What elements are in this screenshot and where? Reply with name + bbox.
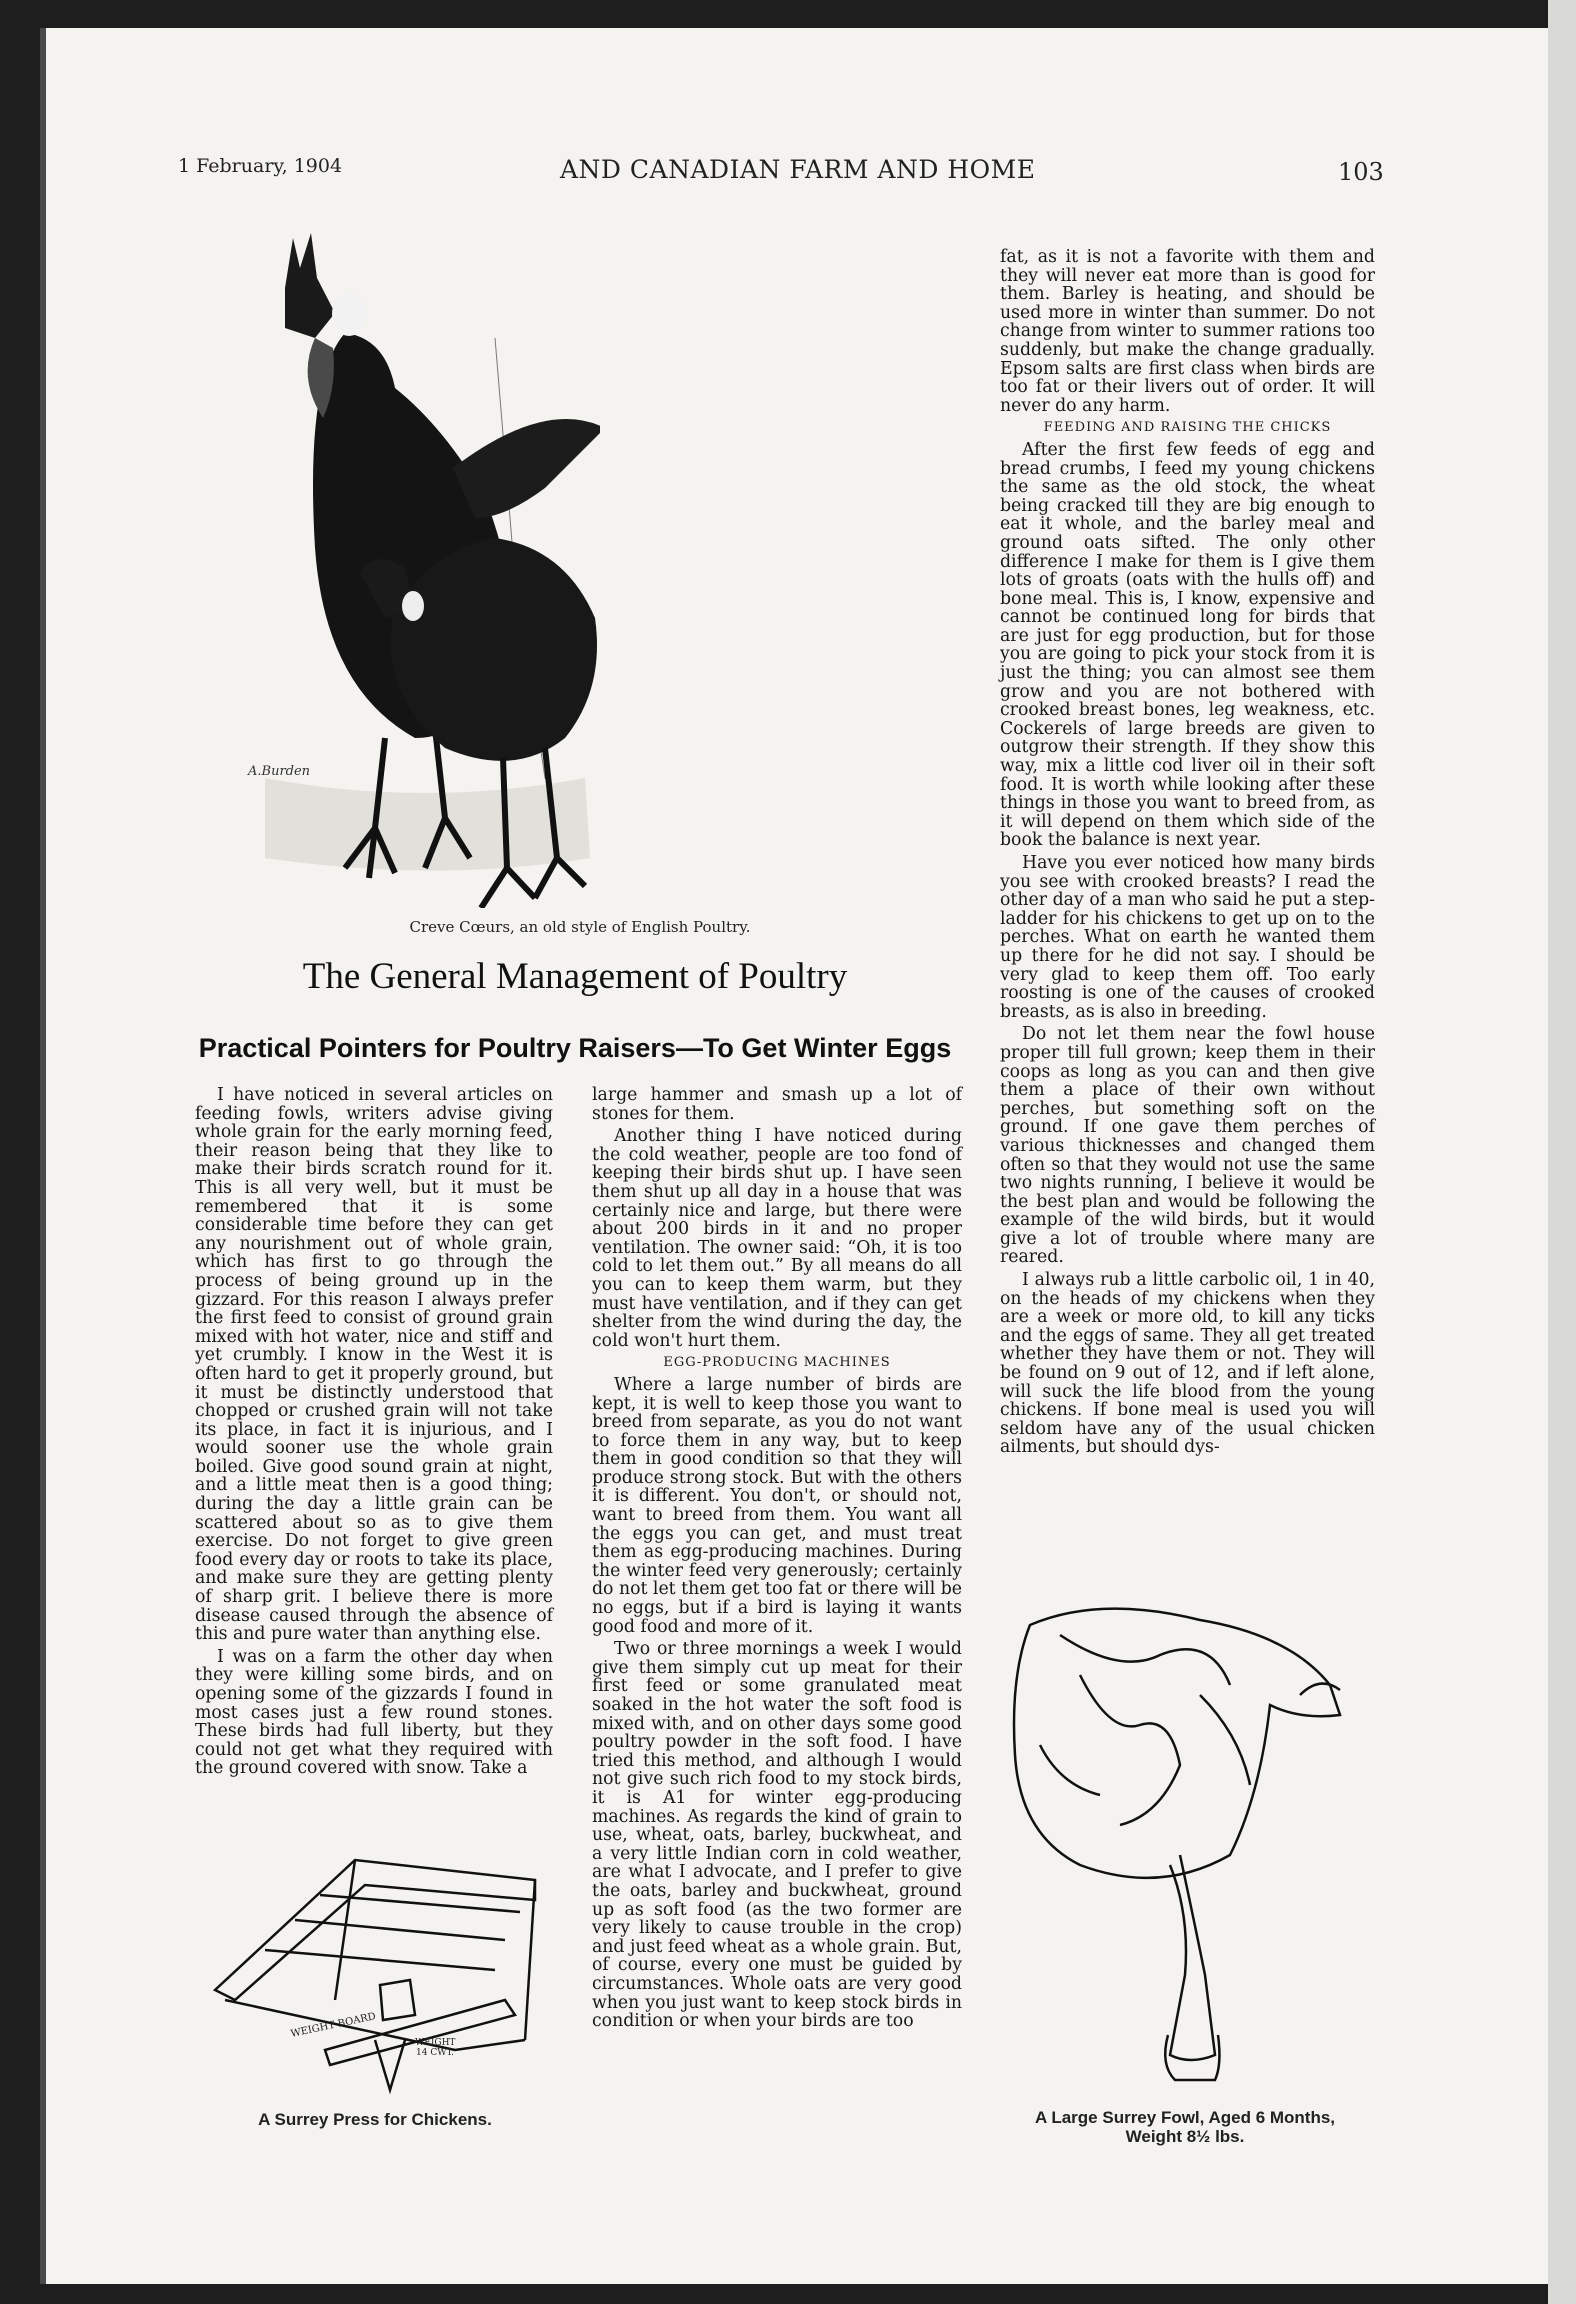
paragraph: I was on a farm the other day when they were killing some birds, and on opening some of the gizzards I found in most cases just a few round stones. These birds had full liberty, but they could not get what they required with the ground covered with snow. Take a <box>195 1646 553 1779</box>
binding-edge <box>40 28 46 2284</box>
surrey-fowl-illustration <box>1000 1595 1375 2085</box>
section-subhead: FEEDING AND RAISING THE CHICKS <box>1043 420 1332 436</box>
paragraph: fat, as it is not a favorite with them and they will never eat more than is good for them. Barley is heating, and should be used more in winter than summer. Do not change from winter to summer rations too suddenly, but make the change gradually. Epsom salts are first class when birds are too fat or their livers out of order. It will never do any harm. <box>1000 247 1375 416</box>
paragraph: After the first few feeds of egg and bread crumbs, I feed my young chickens the same as the old stock, the wheat being cracked till they are big enough to eat it whole, and the barley meal and ground oats sifted. The only other difference I make for them is I give them lots of groats (oats with the hulls off) and bone meal. This is, I know, expensive and cannot be continued long for birds that are just for egg production, but for those you are going to pick your stock from it is just the thing; you can almost see them grow and you are not bothered with crooked breast bones, leg weakness, etc. Cockerels of large breeds are given to outgrow their strength. If they show this way, mix a little cod liver oil in their soft food. It is worth while looking after these things in those you want to breed from, as it will depend on them which side of the book the balance is next year. <box>1000 439 1375 851</box>
article-headline: The General Management of Poultry <box>302 956 848 997</box>
paragraph: Another thing I have noticed during the cold weather, people are too fond of keeping their birds shut up. I have seen them shut up all day in a house that was certainly nice and large, but there were about 200 birds in it and no proper ventilation. The owner said: “Oh, it is too cold to let them out.” By all means do all you can to keep them warm, but they must have ventilation, and if they can get shelter from the wind during the day, the cold won't hurt them. <box>592 1126 962 1351</box>
column-1 <box>195 1086 553 1782</box>
engraver-signature: A.Burden <box>248 764 311 779</box>
fowl-caption-line-2: Weight 8½ lbs. <box>1125 2127 1245 2146</box>
press-label-board: WEIGHT BOARD <box>289 2011 377 2040</box>
column-3-top <box>1000 248 1375 1461</box>
paragraph: I always rub a little carbolic oil, 1 in 40, on the heads of my chickens when they are a week or more old, to kill any ticks and the eggs of same. They all get treated whether they have them or not. They will be found on 9 out of 12, and if left alone, will suck the life blood from the young chickens. If bone meal is used you will seldom have any of the usual chicken ailments, but should dys- <box>1000 1270 1375 1458</box>
fowl-caption-line-1: A Large Surrey Fowl, Aged 6 Months, <box>1034 2108 1336 2127</box>
paragraph: Do not let them near the fowl house proper till full grown; keep them in their coops as long as you can and then give them a place of their own without perches, but something soft on the ground. If one gave them perches of various thicknesses and changed them often so that they would not use the same two nights running, I believe it would be the best plan and would be following the example of the wild birds, but it would give a lot of trouble where many are reared. <box>1000 1024 1375 1268</box>
paragraph: Where a large number of birds are kept, it is well to keep those you want to breed from separate, as you do not want to force them in any way, but to keep them in good condition so that they will produce strong stock. But with the others it is different. You don't, or should not, want to breed from them. You want all the eggs you can get, and must treat them as egg-producing machines. During the winter feed very generously; certainly do not let them get too fat or there will be no eggs, but if a bird is laying it wants good food and more of it. <box>592 1374 963 1637</box>
press-label-weight: WEIGHT 14 CWT. <box>415 2038 456 2058</box>
paragraph: Two or three mornings a week I would give them simply cut up meat for their first feed or some granulated meat soaked in the hot water the soft food is mixed with, and on other days some good poultry powder in the soft food. I have tried this method, and although I would not give such rich food to my stock birds, it is A1 for winter egg-producing machines. As regards the kind of grain to use, wheat, oats, barley, buckwheat, and a very little Indian corn in cold weather, are what I advocate, and I prefer to give the oats, barley and buckwheat, ground up as soft food (as the two former are very likely to cause trouble in the crop) and just feed wheat as a whole grain. But, of course, every one must be guided by circumstances. Whole oats are very good when you just want to keep stock birds in condition or when your birds are too <box>592 1639 962 2032</box>
header-title: AND CANADIAN FARM AND HOME <box>560 155 1036 184</box>
hens-illustration <box>245 218 600 908</box>
hens-caption: Creve Cœurs, an old style of English Poultry. <box>409 918 751 936</box>
page-number: 103 <box>1338 158 1384 186</box>
column-2 <box>592 1086 962 2035</box>
header-date: 1 February, 1904 <box>178 155 343 177</box>
section-subhead: EGG-PRODUCING MACHINES <box>663 1355 891 1371</box>
scan-margin <box>1548 0 1576 2304</box>
surrey-press-illustration <box>205 1800 555 2100</box>
paragraph: large hammer and smash up a lot of stones for them. <box>592 1085 962 1124</box>
article-subheadline: Practical Pointers for Poultry Raisers—To Get Winter Eggs <box>198 1033 952 1063</box>
paragraph: I have noticed in several articles on feeding fowls, writers advise giving whole grain for the early morning feed, their reason being that they like to make their birds scratch round for it. This is all very well, but it must be remembered that it is some considerable time before they can get any nourishment out of whole grain, which has first to go through the process of being ground up in the gizzard. For this reason I always prefer the first feed to consist of ground grain mixed with hot water, nice and stiff and yet crumbly. I know in the West it is often hard to get it properly ground, but it must be distinctly understood that chopped or crushed grain will not take its place, in fact it is injurious, and I would sooner use the whole grain boiled. Give good sound grain at night, and a little meat then is a good thing; during the day a little grain can be scattered about so as to give them exercise. Do not forget to give green food every day or roots to take its place, and make sure they are getting plenty of sharp grit. I believe there is more disease caused through the absence of this and pure water than anything else. <box>195 1085 553 1645</box>
press-caption: A Surrey Press for Chickens. <box>258 2110 492 2129</box>
paragraph: Have you ever noticed how many birds you see with crooked breasts? I read the other day of a man who said he put a step-ladder for his chickens to get up on to the perches. What on earth he wanted them up there for he did not say. I should be very glad to keep them off. Too early roosting is one of the causes of crooked breasts, as is also in breeding. <box>1000 853 1375 1022</box>
